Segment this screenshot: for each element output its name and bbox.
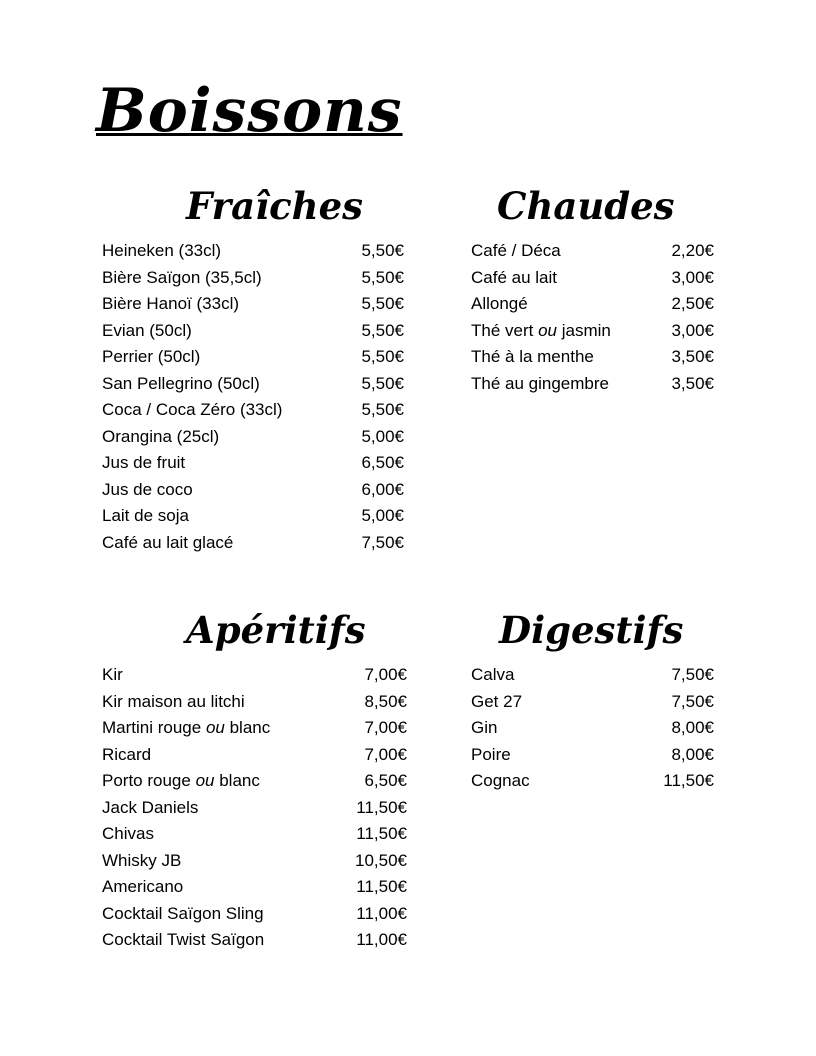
menu-item-price: 5,00€ [361,426,404,446]
menu-item-price: 7,00€ [364,718,407,737]
menu-item-price: 8,00€ [671,744,714,764]
menu-item-price: 11,50€ [663,771,714,790]
menu-item-name: Thé à la menthe [471,347,594,366]
menu-item-price: 6,00€ [361,479,404,499]
menu-item-name-part: Thé vert [471,320,539,340]
menu-item-price: 11,50€ [356,877,407,896]
menu-item [102,901,407,928]
menu-item-name: Jus de coco [102,479,193,499]
menu-item-name: Cocktail Saïgon Sling [102,903,264,923]
menu-item [102,477,404,504]
page-title: Boissons [96,76,403,146]
menu-item-name [102,768,260,795]
menu-item [102,503,404,530]
menu-item [102,344,404,371]
menu-item [471,715,714,742]
menu-item-name: Perrier (50cl) [102,347,201,366]
menu-item-price: 5,50€ [361,241,404,260]
menu-item-price: 7,50€ [671,665,714,684]
menu-item-name: Evian (50cl) [102,320,192,340]
menu-item-name-part: Martini rouge [102,718,206,737]
menu-item-name: Americano [102,877,184,896]
menu-item-name: Bière Hanoï (33cl) [102,294,240,313]
section-heading-fraiches: Fraîches [186,184,363,228]
menu-item-name: Jack Daniels [102,797,199,817]
menu-item-name [102,715,270,742]
menu-item-name: Coca / Coca Zéro (33cl) [102,400,283,419]
menu-item [471,344,714,371]
menu-item-name: Jus de fruit [102,453,186,472]
item-list-fraiches [102,238,404,556]
menu-item-name: Kir [102,665,123,684]
menu-item [102,530,404,557]
menu-item [102,662,407,689]
menu-item [102,715,407,742]
menu-item-name: Calva [471,665,515,684]
item-list-chaudes [471,238,714,397]
menu-item [471,689,714,716]
menu-item [102,371,404,398]
menu-item-price: 7,00€ [364,665,407,684]
menu-item-price: 5,50€ [361,267,404,287]
menu-item-price: 2,50€ [671,294,714,313]
menu-item [102,795,407,822]
menu-item-name-emphasis: ou [538,320,558,340]
menu-item-price: 5,50€ [361,294,404,313]
menu-item-price: 8,00€ [671,718,714,737]
menu-item [102,318,404,345]
menu-item [102,265,404,292]
menu-item [102,927,407,954]
menu-item [471,371,714,398]
menu-item [471,318,714,345]
menu-item-name: Lait de soja [102,506,189,525]
menu-item-price: 2,20€ [671,241,714,260]
menu-item-price: 7,50€ [361,532,404,552]
menu-item-price: 5,50€ [361,400,404,419]
menu-item-price: 7,50€ [671,691,714,711]
menu-item-name-part: jasmin [557,320,611,340]
menu-item [102,874,407,901]
menu-item-price: 8,50€ [364,691,407,711]
menu-item [471,662,714,689]
menu-item-name: Get 27 [471,691,523,711]
menu-item-price: 11,00€ [356,903,407,923]
menu-item [102,397,404,424]
menu-item [471,742,714,769]
menu-item-name-part: blanc [214,771,260,790]
menu-item-name [471,318,611,345]
menu-item-name: Bière Saïgon (35,5cl) [102,267,262,287]
section-heading-aperitifs: Apéritifs [186,608,366,652]
menu-item-price: 11,50€ [356,824,407,843]
menu-item [102,848,407,875]
menu-item-name: Whisky JB [102,850,182,870]
menu-item-price: 5,00€ [361,506,404,525]
menu-item-name: Allongé [471,294,528,313]
menu-item [102,689,407,716]
section-heading-digestifs: Digestifs [499,608,684,652]
menu-item-price: 10,50€ [355,850,407,870]
menu-item-name: Ricard [102,744,152,764]
menu-item-name-part: Porto rouge [102,771,196,790]
menu-item-price: 11,00€ [356,930,407,949]
menu-item-name: Poire [471,744,511,764]
menu-item-name-part: blanc [224,718,271,737]
menu-item-name: Orangina (25cl) [102,426,220,446]
menu-item [471,238,714,265]
menu-item [102,238,404,265]
menu-item-name: Cognac [471,771,530,790]
menu-item-name: Café au lait glacé [102,532,234,552]
menu-item [102,768,407,795]
menu-item-price: 3,00€ [671,267,714,287]
menu-item-name: Kir maison au litchi [102,691,245,711]
menu-item-price: 11,50€ [356,797,407,817]
item-list-digestifs [471,662,714,795]
menu-item-price: 3,50€ [671,347,714,366]
menu-item-name: Gin [471,718,498,737]
menu-item-name: Café / Déca [471,241,561,260]
menu-item [102,742,407,769]
menu-item [102,424,404,451]
menu-item-name: Thé au gingembre [471,373,609,393]
menu-item-name: Chivas [102,824,154,843]
menu-item [471,291,714,318]
menu-item-price: 5,50€ [361,320,404,340]
menu-item-name-emphasis: ou [195,771,215,790]
menu-item-price: 3,00€ [671,320,714,340]
menu-item-price: 5,50€ [361,373,404,393]
menu-item-price: 3,50€ [671,373,714,393]
menu-item-name: San Pellegrino (50cl) [102,373,260,393]
menu-item-name: Heineken (33cl) [102,241,222,260]
menu-item-name: Cocktail Twist Saïgon [102,930,265,949]
section-heading-chaudes: Chaudes [497,184,675,228]
menu-item-price: 7,00€ [364,744,407,764]
menu-item [471,265,714,292]
menu-item [102,450,404,477]
menu-item-price: 5,50€ [361,347,404,366]
menu-item [471,768,714,795]
menu-item-price: 6,50€ [361,453,404,472]
item-list-aperitifs [102,662,407,954]
menu-item [102,821,407,848]
menu-item [102,291,404,318]
menu-item-name-emphasis: ou [205,718,225,737]
menu-item-price: 6,50€ [364,771,407,790]
menu-item-name: Café au lait [471,267,557,287]
